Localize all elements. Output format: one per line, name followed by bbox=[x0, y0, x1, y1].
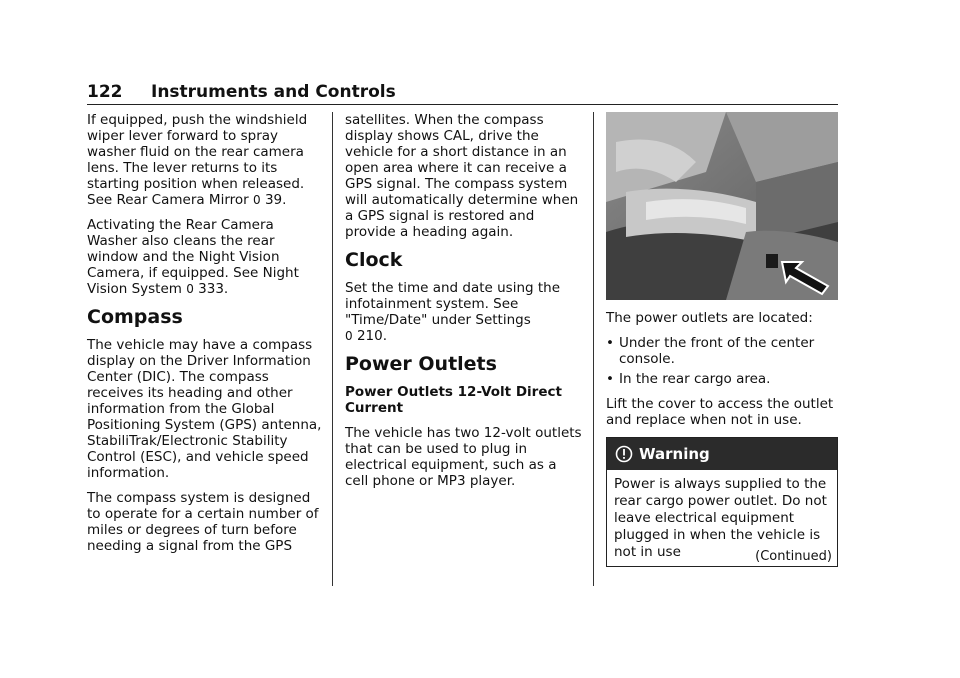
heading-compass: Compass bbox=[87, 306, 183, 328]
heading-power-outlets: Power Outlets bbox=[345, 353, 497, 375]
page-ref-link[interactable]: 39. bbox=[264, 192, 287, 208]
heading-clock: Clock bbox=[345, 249, 403, 271]
outlet-location-list bbox=[606, 335, 838, 387]
column-2 bbox=[345, 112, 583, 498]
warning-icon bbox=[615, 445, 633, 463]
continued-label: (Continued) bbox=[755, 549, 832, 564]
list-item: • Under the front of the center console. bbox=[606, 335, 815, 367]
column-3 bbox=[606, 112, 838, 567]
column-divider-1 bbox=[332, 112, 333, 586]
subheading-12v-outlets: Power Outlets 12-Volt Direct Current bbox=[345, 384, 562, 416]
page-ref-icon: 0 bbox=[345, 329, 353, 343]
page-ref-link[interactable]: 333. bbox=[198, 281, 229, 297]
page-number: 122 bbox=[87, 82, 123, 102]
column-divider-2 bbox=[593, 112, 594, 586]
paragraph-outlets: The vehicle has two 12-volt outlets that can be used to plug in electrical equipment, such as a cell phone or MP3 player. bbox=[345, 425, 582, 489]
paragraph-outlets-located: The power outlets are located: bbox=[606, 310, 813, 326]
bullet-icon: • bbox=[606, 371, 614, 387]
paragraph-compass-system: The compass system is designed to operate for a certain number of miles or degrees of turn before needing a signal from the GPS bbox=[87, 490, 319, 554]
warning-title: Warning bbox=[639, 445, 710, 463]
column-1 bbox=[87, 112, 323, 563]
paragraph-rear-camera-washer: If equipped, push the windshield wiper lever forward to spray washer fluid on the rear camera lens. The lever returns to its starting position when released. See Rear Camera Mirror 0 39. bbox=[87, 112, 308, 208]
page-ref-icon: 0 bbox=[253, 193, 261, 207]
page-header bbox=[87, 82, 838, 105]
warning-text: Power is always supplied to the rear cargo power outlet. Do not leave electrical equipment plugged in when the vehicle is not in use bbox=[614, 476, 827, 560]
warning-header bbox=[607, 438, 837, 470]
warning-box bbox=[606, 437, 838, 567]
paragraph-lift-cover: Lift the cover to access the outlet and replace when not in use. bbox=[606, 396, 834, 428]
paragraph-compass-cal: satellites. When the compass display shows CAL, drive the vehicle for a short distance in an open area where it can receive a GPS signal. The compass system will automatically determine when a GPS signal is restored and provide a heading again. bbox=[345, 112, 579, 240]
console-outlet-photo bbox=[606, 112, 838, 300]
list-item: • In the rear cargo area. bbox=[606, 371, 771, 387]
page-ref-icon: 0 bbox=[186, 282, 194, 296]
page-ref-link[interactable]: 210. bbox=[356, 328, 387, 344]
bullet-icon: • bbox=[606, 335, 614, 351]
section-title: Instruments and Controls bbox=[151, 82, 396, 102]
paragraph-night-vision: Activating the Rear Camera Washer also cleans the rear window and the Night Vision Camera, if equipped. See Night Vision System 0 333. bbox=[87, 217, 299, 297]
paragraph-compass-display: The vehicle may have a compass display on the Driver Information Center (DIC). The compass receives its heading and other information from the Global Positioning System (GPS) antenna, StabiliTrak/Electronic Stability Control (ESC), and vehicle speed information. bbox=[87, 337, 322, 481]
paragraph-clock: Set the time and date using the infotainment system. See "Time/Date" under Settings 0 210. bbox=[345, 280, 561, 344]
